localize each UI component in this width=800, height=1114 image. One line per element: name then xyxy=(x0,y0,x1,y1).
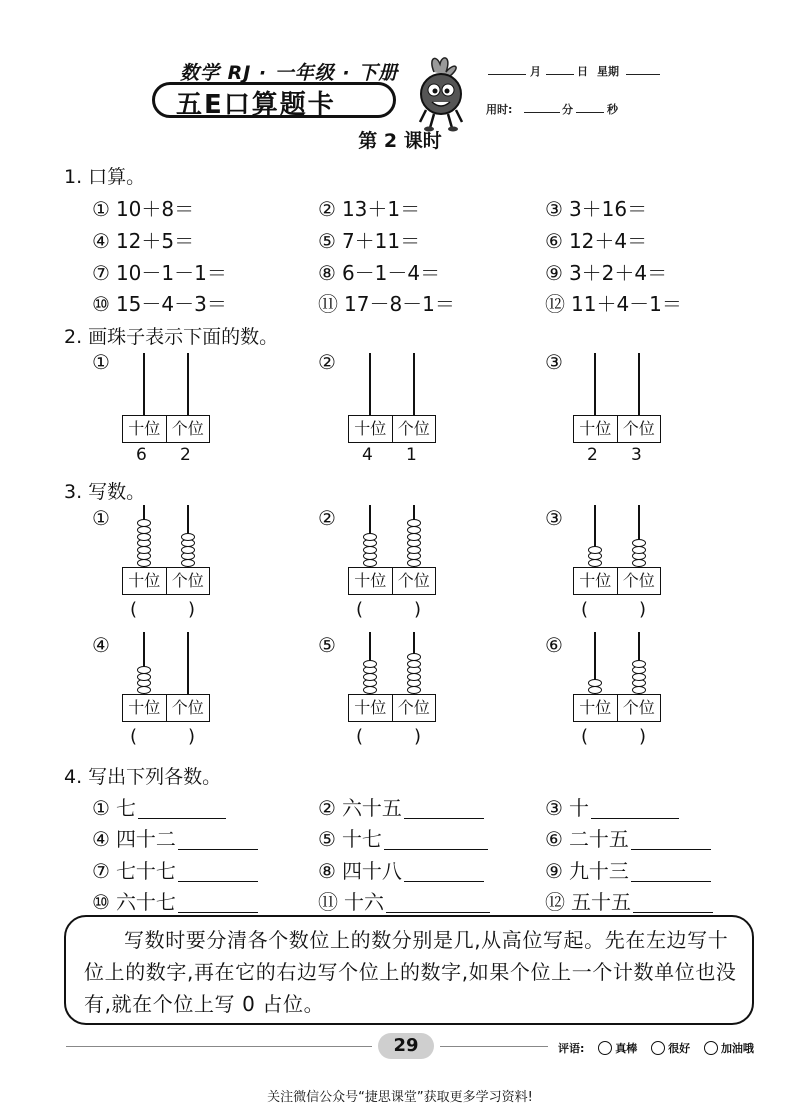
minutes-label: 分 xyxy=(562,103,573,116)
write-number-item xyxy=(92,886,258,915)
month-blank[interactable] xyxy=(488,74,526,75)
ones-bead xyxy=(632,660,646,668)
item-number: ⑫ xyxy=(545,292,565,316)
series-label: 数学 RJ · 一年级 · 下册 xyxy=(180,62,399,84)
minutes-blank[interactable] xyxy=(524,112,560,113)
place-value-box xyxy=(348,694,436,722)
ones-digit: 2 xyxy=(180,445,191,465)
oral-item xyxy=(318,225,422,254)
ones-label: 个位 xyxy=(392,568,436,594)
oral-item xyxy=(545,288,684,317)
write-number-item xyxy=(545,823,711,852)
item-number: ② xyxy=(318,796,336,820)
item-number: ⑨ xyxy=(545,261,563,285)
answer-field[interactable] xyxy=(178,830,258,850)
paren-close: ) xyxy=(639,726,647,747)
abacus xyxy=(348,505,436,620)
paren-close: ) xyxy=(639,599,647,620)
lesson-title: 第 2 课时 xyxy=(358,130,442,152)
answer-field[interactable] xyxy=(633,893,713,913)
tens-rod xyxy=(369,353,371,415)
tens-label: 十位 xyxy=(579,571,612,590)
ones-rod xyxy=(638,353,640,415)
rating-row xyxy=(558,1040,754,1056)
item-number: ⑤ xyxy=(318,827,336,851)
item-number: ① xyxy=(92,796,110,820)
item-number: ⑥ xyxy=(545,633,563,657)
tens-label: 十位 xyxy=(579,698,612,717)
chinese-numeral: 四十八 xyxy=(341,859,402,883)
item-number: ① xyxy=(92,197,110,221)
ones-label: 个位 xyxy=(166,695,210,721)
item-number: ⑦ xyxy=(92,261,110,285)
write-number-item xyxy=(318,823,488,852)
paren-close: ) xyxy=(414,726,422,747)
write-number-item xyxy=(318,886,490,915)
item-number: ⑪ xyxy=(318,890,338,914)
answer-field[interactable] xyxy=(404,862,484,882)
answer-field[interactable] xyxy=(368,597,412,623)
abacus[interactable] xyxy=(573,353,661,465)
expression: 13＋1＝ xyxy=(341,197,421,221)
expression: 7＋11＝ xyxy=(341,229,421,253)
ones-label: 个位 xyxy=(392,695,436,721)
write-number-item xyxy=(318,792,484,821)
keep-going-smiley-icon[interactable] xyxy=(704,1041,718,1055)
abacus xyxy=(573,505,661,620)
write-number-item xyxy=(545,792,679,821)
item-number: ④ xyxy=(92,229,110,253)
chinese-numeral: 九十三 xyxy=(568,859,629,883)
abacus[interactable] xyxy=(348,353,436,465)
ones-bead xyxy=(407,526,421,534)
paren-open: ( xyxy=(356,599,364,620)
ones-bead xyxy=(407,559,421,567)
item-number: ⑤ xyxy=(318,229,336,253)
paren-open: ( xyxy=(356,726,364,747)
answer-field[interactable] xyxy=(178,862,258,882)
tens-rod xyxy=(594,353,596,415)
seconds-blank[interactable] xyxy=(576,112,604,113)
brand-title: 五E口算题卡 xyxy=(176,90,336,120)
expression: 3＋2＋4＝ xyxy=(568,261,668,285)
item-number: ③ xyxy=(545,506,563,530)
ones-bead xyxy=(632,686,646,694)
write-number-item xyxy=(92,823,258,852)
abacus xyxy=(122,505,210,620)
time-label: 用时: xyxy=(486,103,513,116)
oral-item xyxy=(92,257,229,286)
tens-label: 十位 xyxy=(354,698,387,717)
rating-good: 很好 xyxy=(668,1042,691,1055)
place-value-box xyxy=(122,567,210,595)
item-number: ② xyxy=(318,350,336,374)
answer-field[interactable] xyxy=(138,799,226,819)
ones-bead xyxy=(181,559,195,567)
ones-label: 个位 xyxy=(392,416,436,442)
place-value-box xyxy=(573,694,661,722)
ones-rod xyxy=(187,353,189,415)
place-value-box xyxy=(573,567,661,595)
oral-item xyxy=(92,225,196,254)
paren-open: ( xyxy=(581,726,589,747)
item-number: ⑫ xyxy=(545,890,565,914)
chinese-numeral: 五十五 xyxy=(571,890,631,914)
tens-bead xyxy=(363,686,377,694)
expression: 12＋5＝ xyxy=(115,229,195,253)
ones-label: 个位 xyxy=(166,568,210,594)
answer-field[interactable] xyxy=(384,830,488,850)
abacus xyxy=(348,632,436,747)
chinese-numeral: 二十五 xyxy=(568,827,629,851)
chinese-numeral: 十六 xyxy=(344,890,384,914)
answer-field[interactable] xyxy=(593,597,637,623)
tip-text: 写数时要分清各个数位上的数分别是几,从高位写起。先在左边写十位上的数字,再在它的右边写个位上的数字,如果个位上一个计数单位也没有,就在个位上写 0 占位。 xyxy=(84,928,737,1016)
rating-great: 真棒 xyxy=(615,1042,638,1055)
item-number: ⑪ xyxy=(318,292,338,316)
tens-digit: 4 xyxy=(362,445,373,465)
ones-label: 个位 xyxy=(617,416,661,442)
footer-rule-right xyxy=(440,1046,548,1047)
answer-field[interactable] xyxy=(593,724,637,750)
tens-label: 十位 xyxy=(128,698,161,717)
write-number-item xyxy=(92,855,258,884)
item-number: ④ xyxy=(92,827,110,851)
footer-rule-left xyxy=(66,1046,372,1047)
chinese-numeral: 十 xyxy=(568,796,589,820)
place-value-box xyxy=(122,415,210,443)
oral-item xyxy=(318,288,457,317)
oral-item xyxy=(545,257,669,286)
chinese-numeral: 六十七 xyxy=(115,890,176,914)
item-number: ④ xyxy=(92,633,110,657)
q1-title: 1. 口算。 xyxy=(64,166,146,188)
tens-digit: 2 xyxy=(587,445,598,465)
ones-bead xyxy=(407,686,421,694)
paren-close: ) xyxy=(188,726,196,747)
item-number: ⑨ xyxy=(545,859,563,883)
answer-field[interactable] xyxy=(404,799,484,819)
write-number-item xyxy=(92,792,226,821)
ones-bead xyxy=(632,539,646,547)
tens-label: 十位 xyxy=(354,419,387,438)
expression: 15－4－3＝ xyxy=(115,292,227,316)
place-value-box xyxy=(348,567,436,595)
expression: 3＋16＝ xyxy=(568,197,648,221)
item-number: ⑩ xyxy=(92,292,110,316)
tens-bead xyxy=(588,559,602,567)
write-number-item xyxy=(318,855,484,884)
oral-item xyxy=(92,193,196,222)
answer-field[interactable] xyxy=(142,724,186,750)
month-label: 月 xyxy=(530,65,541,78)
ones-rod xyxy=(413,353,415,415)
seconds-label: 秒 xyxy=(607,103,618,116)
q3-title: 3. 写数。 xyxy=(64,481,146,503)
ones-digit: 3 xyxy=(631,445,642,465)
tens-bead xyxy=(363,660,377,668)
promo-text: 关注微信公众号“捷思课堂”获取更多学习资料! xyxy=(267,1090,533,1105)
item-number: ③ xyxy=(545,197,563,221)
expression: 11＋4－1＝ xyxy=(571,292,682,316)
great-smiley-icon[interactable] xyxy=(598,1041,612,1055)
answer-field[interactable] xyxy=(631,830,711,850)
place-value-box xyxy=(348,415,436,443)
item-number: ① xyxy=(92,350,110,374)
item-number: ③ xyxy=(545,796,563,820)
day-label: 日 xyxy=(577,65,588,78)
rating-label: 评语: xyxy=(558,1042,585,1055)
oral-item xyxy=(92,288,229,317)
answer-field[interactable] xyxy=(178,893,258,913)
item-number: ② xyxy=(318,197,336,221)
chinese-numeral: 六十五 xyxy=(341,796,402,820)
item-number: ⑥ xyxy=(545,827,563,851)
tens-bead xyxy=(363,533,377,541)
answer-field[interactable] xyxy=(368,724,412,750)
item-number: ⑤ xyxy=(318,633,336,657)
place-value-box xyxy=(573,415,661,443)
paren-close: ) xyxy=(188,599,196,620)
tens-bead xyxy=(363,559,377,567)
chinese-numeral: 七 xyxy=(115,796,136,820)
tens-bead xyxy=(588,546,602,554)
expression: 12＋4＝ xyxy=(568,229,648,253)
expression: 6－1－4＝ xyxy=(341,261,441,285)
oral-item xyxy=(545,193,649,222)
item-number: ③ xyxy=(545,350,563,374)
rating-keep-going: 加油哦 xyxy=(720,1042,754,1055)
item-number: ⑥ xyxy=(545,229,563,253)
write-number-item xyxy=(545,855,711,884)
tens-label: 十位 xyxy=(128,571,161,590)
chinese-numeral: 七十七 xyxy=(115,859,176,883)
abacus[interactable] xyxy=(122,353,210,465)
item-number: ⑦ xyxy=(92,859,110,883)
page-number: 29 xyxy=(378,1033,434,1059)
weekday-blank[interactable] xyxy=(626,74,660,75)
ones-bead xyxy=(632,559,646,567)
ones-label: 个位 xyxy=(617,568,661,594)
answer-field[interactable] xyxy=(142,597,186,623)
tens-label: 十位 xyxy=(128,419,161,438)
tens-label: 十位 xyxy=(579,419,612,438)
ones-digit: 1 xyxy=(406,445,417,465)
item-number: ② xyxy=(318,506,336,530)
abacus xyxy=(122,632,210,747)
tens-bead xyxy=(137,666,151,674)
answer-field[interactable] xyxy=(386,893,490,913)
ones-rod xyxy=(187,632,189,694)
item-number: ① xyxy=(92,506,110,530)
expression: 17－8－1＝ xyxy=(344,292,455,316)
oral-item xyxy=(545,225,649,254)
radish-mascot-icon xyxy=(410,52,472,132)
abacus xyxy=(573,632,661,747)
item-number: ⑧ xyxy=(318,859,336,883)
q2-title: 2. 画珠子表示下面的数。 xyxy=(64,326,279,348)
chinese-numeral: 四十二 xyxy=(115,827,176,851)
answer-field[interactable] xyxy=(591,799,679,819)
oral-item xyxy=(318,257,442,286)
tens-bead xyxy=(588,686,602,694)
good-smiley-icon[interactable] xyxy=(651,1041,665,1055)
expression: 10＋8＝ xyxy=(115,197,195,221)
ones-label: 个位 xyxy=(166,416,210,442)
paren-open: ( xyxy=(581,599,589,620)
ones-bead xyxy=(407,653,421,661)
chinese-numeral: 十七 xyxy=(341,827,382,851)
item-number: ⑧ xyxy=(318,261,336,285)
item-number: ⑩ xyxy=(92,890,110,914)
tens-bead xyxy=(137,686,151,694)
paren-open: ( xyxy=(130,726,138,747)
ones-label: 个位 xyxy=(617,695,661,721)
paren-open: ( xyxy=(130,599,138,620)
tens-rod xyxy=(143,353,145,415)
tens-label: 十位 xyxy=(354,571,387,590)
place-value-box xyxy=(122,694,210,722)
expression: 10－1－1＝ xyxy=(115,261,227,285)
tens-bead xyxy=(137,526,151,534)
ones-bead xyxy=(181,533,195,541)
tens-bead xyxy=(137,559,151,567)
day-blank[interactable] xyxy=(546,74,574,75)
write-number-item xyxy=(545,886,713,915)
oral-item xyxy=(318,193,422,222)
answer-field[interactable] xyxy=(631,862,711,882)
weekday-label: 星期 xyxy=(597,65,619,78)
q4-title: 4. 写出下列各数。 xyxy=(64,766,222,788)
paren-close: ) xyxy=(414,599,422,620)
tens-digit: 6 xyxy=(136,445,147,465)
